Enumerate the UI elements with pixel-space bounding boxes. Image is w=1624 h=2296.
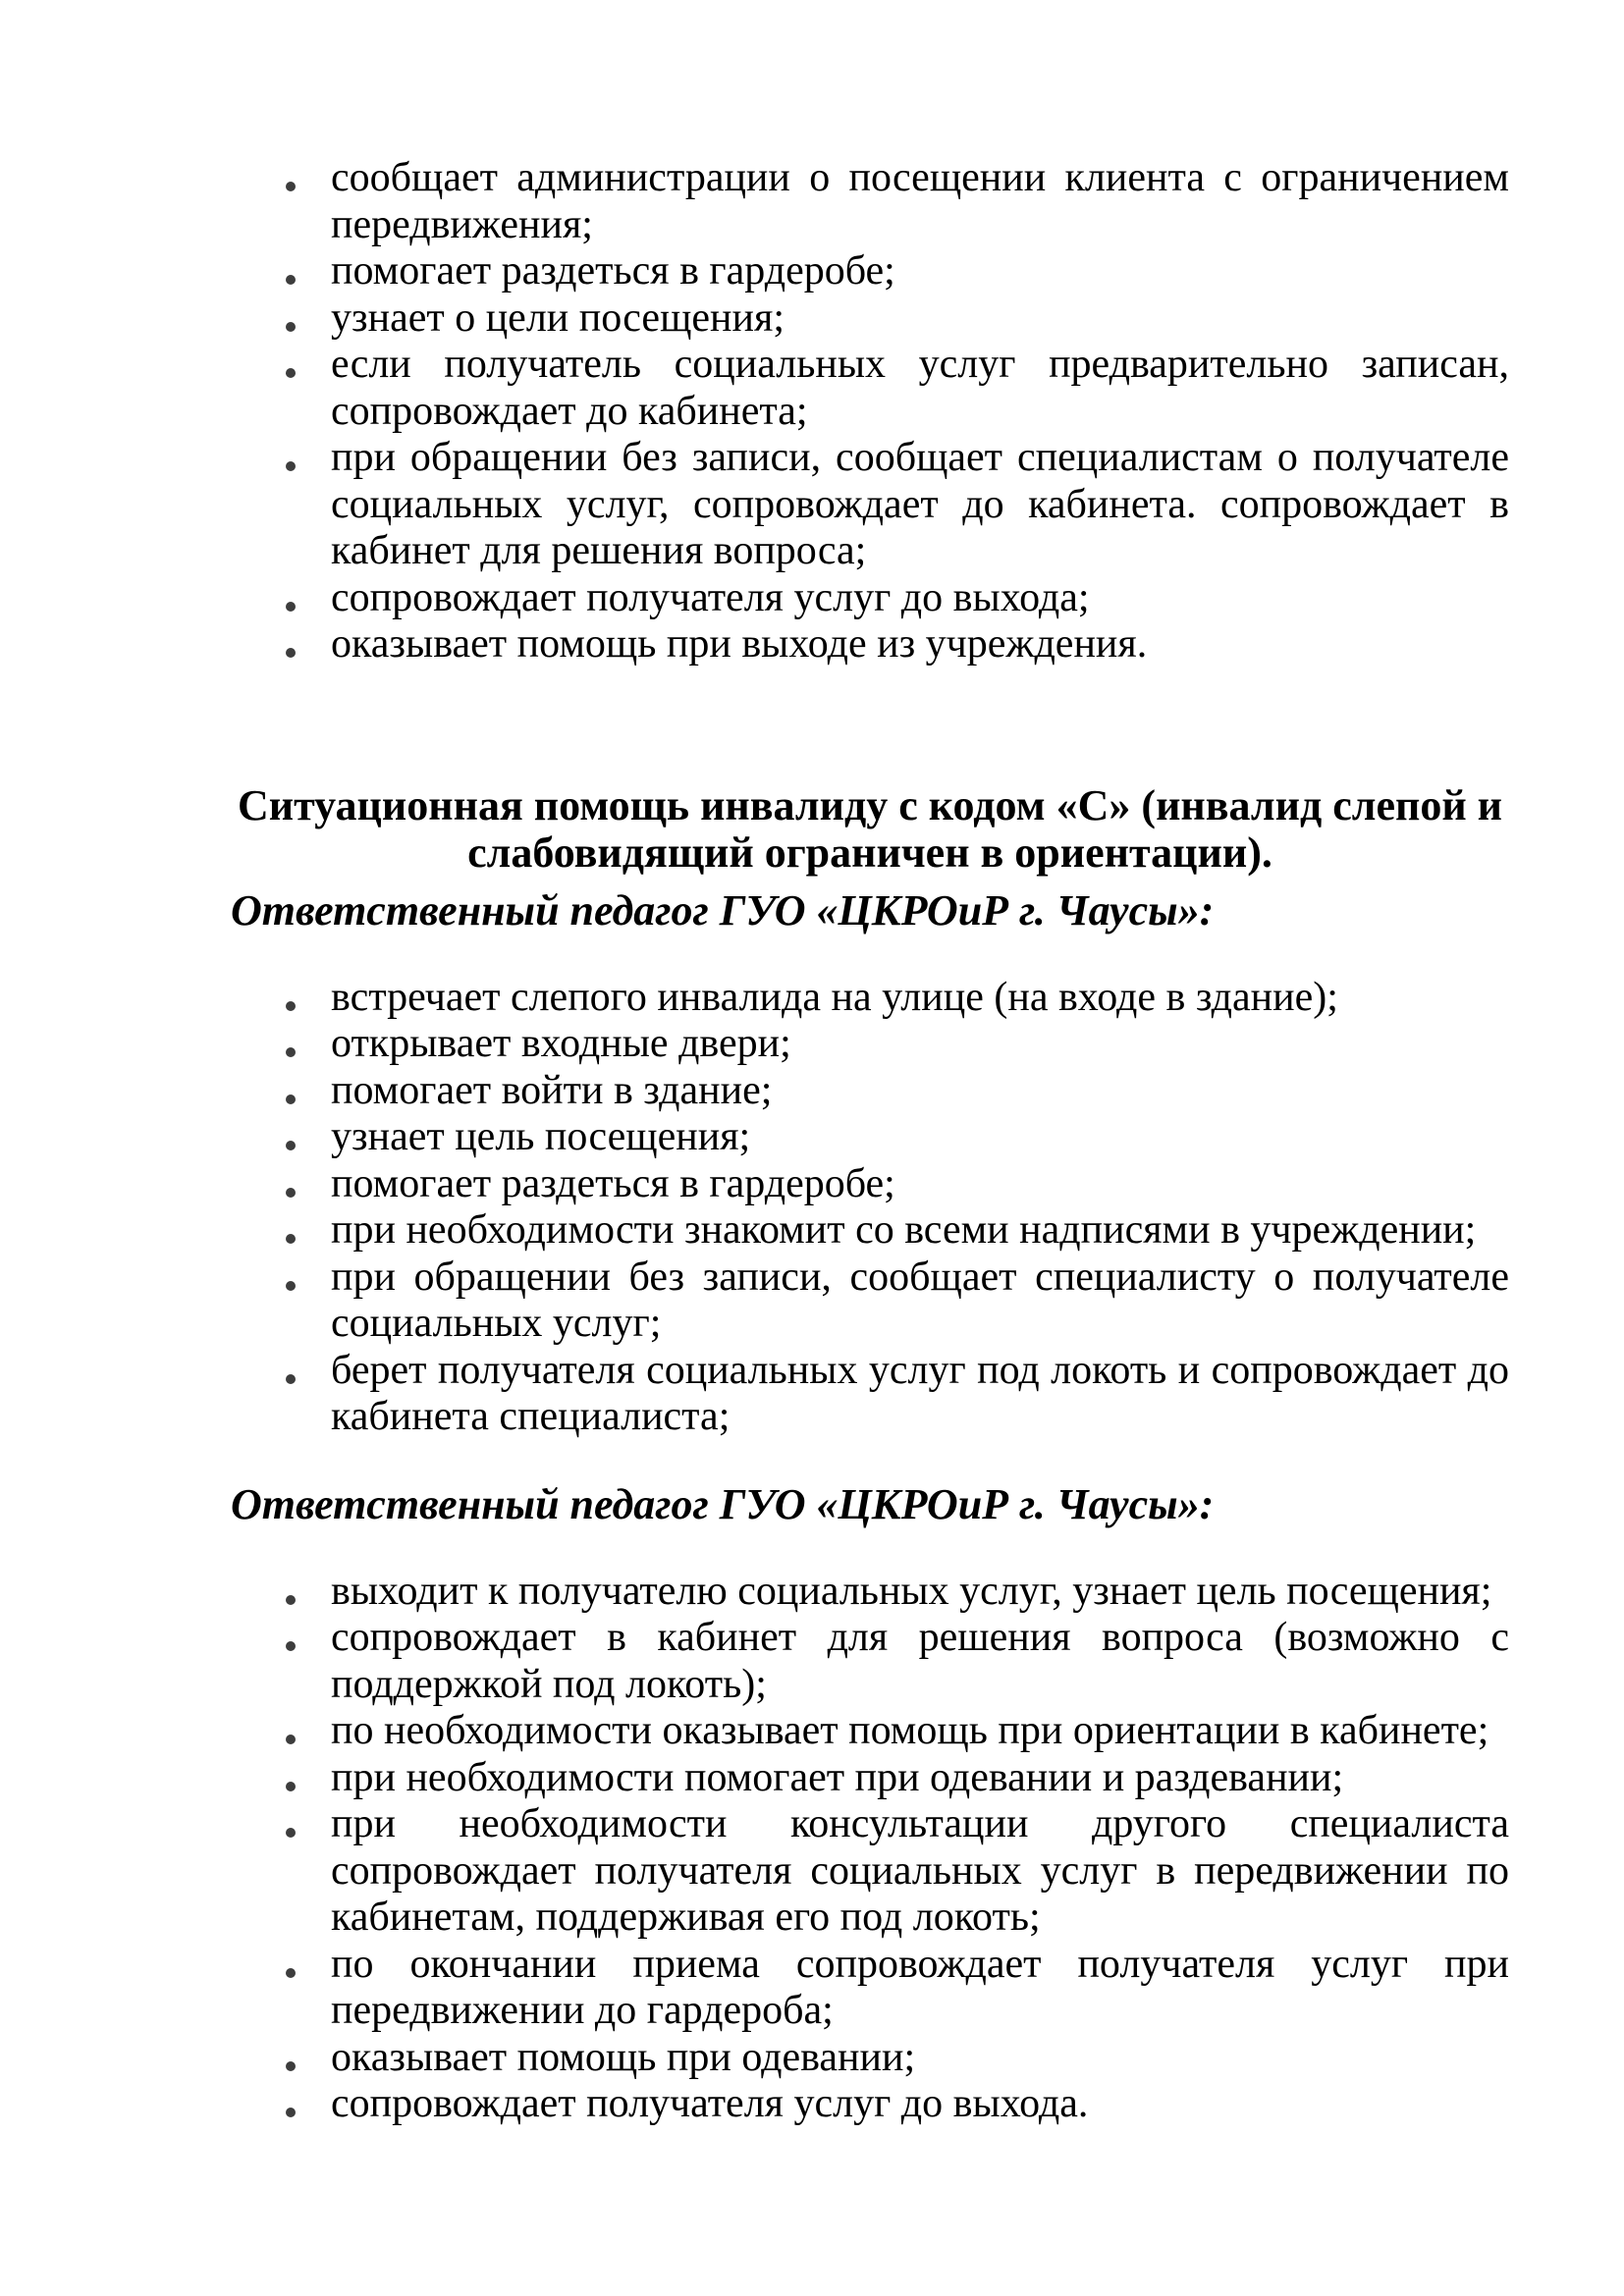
list-item: узнает цель посещения; [231, 1114, 1509, 1161]
list-item: сообщает администрации о посещении клиента с ограничением передвижения; [231, 155, 1509, 248]
list-item: по необходимости оказывает помощь при ориентации в кабинете; [231, 1708, 1509, 1755]
list-item: оказывает помощь при одевании; [231, 2035, 1509, 2082]
list-item: сопровождает в кабинет для решения вопроса (возможно с поддержкой под локоть); [231, 1615, 1509, 1708]
list-item: при необходимости консультации другого специалиста сопровождает получателя социальных услуг в передвижении по кабинетам, поддерживая его под локоть; [231, 1801, 1509, 1942]
list-item: при обращении без записи, сообщает специалисту о получателе социальных услуг; [231, 1255, 1509, 1348]
list-item: помогает раздеться в гардеробе; [231, 248, 1509, 295]
list-item: помогает войти в здание; [231, 1068, 1509, 1115]
list-item: если получатель социальных услуг предварительно записан, сопровождает до кабинета; [231, 342, 1509, 435]
list-item: при необходимости помогает при одевании и раздевании; [231, 1755, 1509, 1802]
list-item: оказывает помощь при выходе из учреждения. [231, 621, 1509, 668]
list-item: встречает слепого инвалида на улице (на входе в здание); [231, 975, 1509, 1022]
list-item: узнает о цели посещения; [231, 295, 1509, 343]
list-item: берет получателя социальных услуг под локоть и сопровождает до кабинета специалиста; [231, 1348, 1509, 1441]
document-content [231, 0, 1509, 2128]
list-item: сопровождает получателя услуг до выхода; [231, 575, 1509, 622]
subheading-responsible-teacher-1: Ответственный педагог ГУО «ЦКРОиР г. Чаусы»: [231, 885, 1215, 934]
subheading-responsible-teacher-2: Ответственный педагог ГУО «ЦКРОиР г. Чаусы»: [231, 1479, 1215, 1528]
bullet-list-blind-visitor-assistance [231, 1569, 1509, 2128]
bullet-list-mobility-limited-client [231, 155, 1509, 668]
list-item: по окончании приема сопровождает получателя услуг при передвижении до гардероба; [231, 1942, 1509, 2035]
list-item: при необходимости знакомит со всеми надписями в учреждении; [231, 1207, 1509, 1255]
list-item: помогает раздеться в гардеробе; [231, 1161, 1509, 1208]
list-item: открывает входные двери; [231, 1021, 1509, 1068]
bullet-list-blind-visitor-entry [231, 975, 1509, 1441]
list-item: при обращении без записи, сообщает специалистам о получателе социальных услуг, сопровождает до кабинета. сопровождает в кабинет для решения вопроса; [231, 435, 1509, 575]
list-item: выходит к получателю социальных услуг, узнает цель посещения; [231, 1569, 1509, 1616]
list-item: сопровождает получателя услуг до выхода. [231, 2081, 1509, 2128]
section-heading-code-c: Ситуационная помощь инвалиду с кодом «С» (инвалид слепой и слабовидящий ограничен в ориентации). [237, 780, 1503, 877]
